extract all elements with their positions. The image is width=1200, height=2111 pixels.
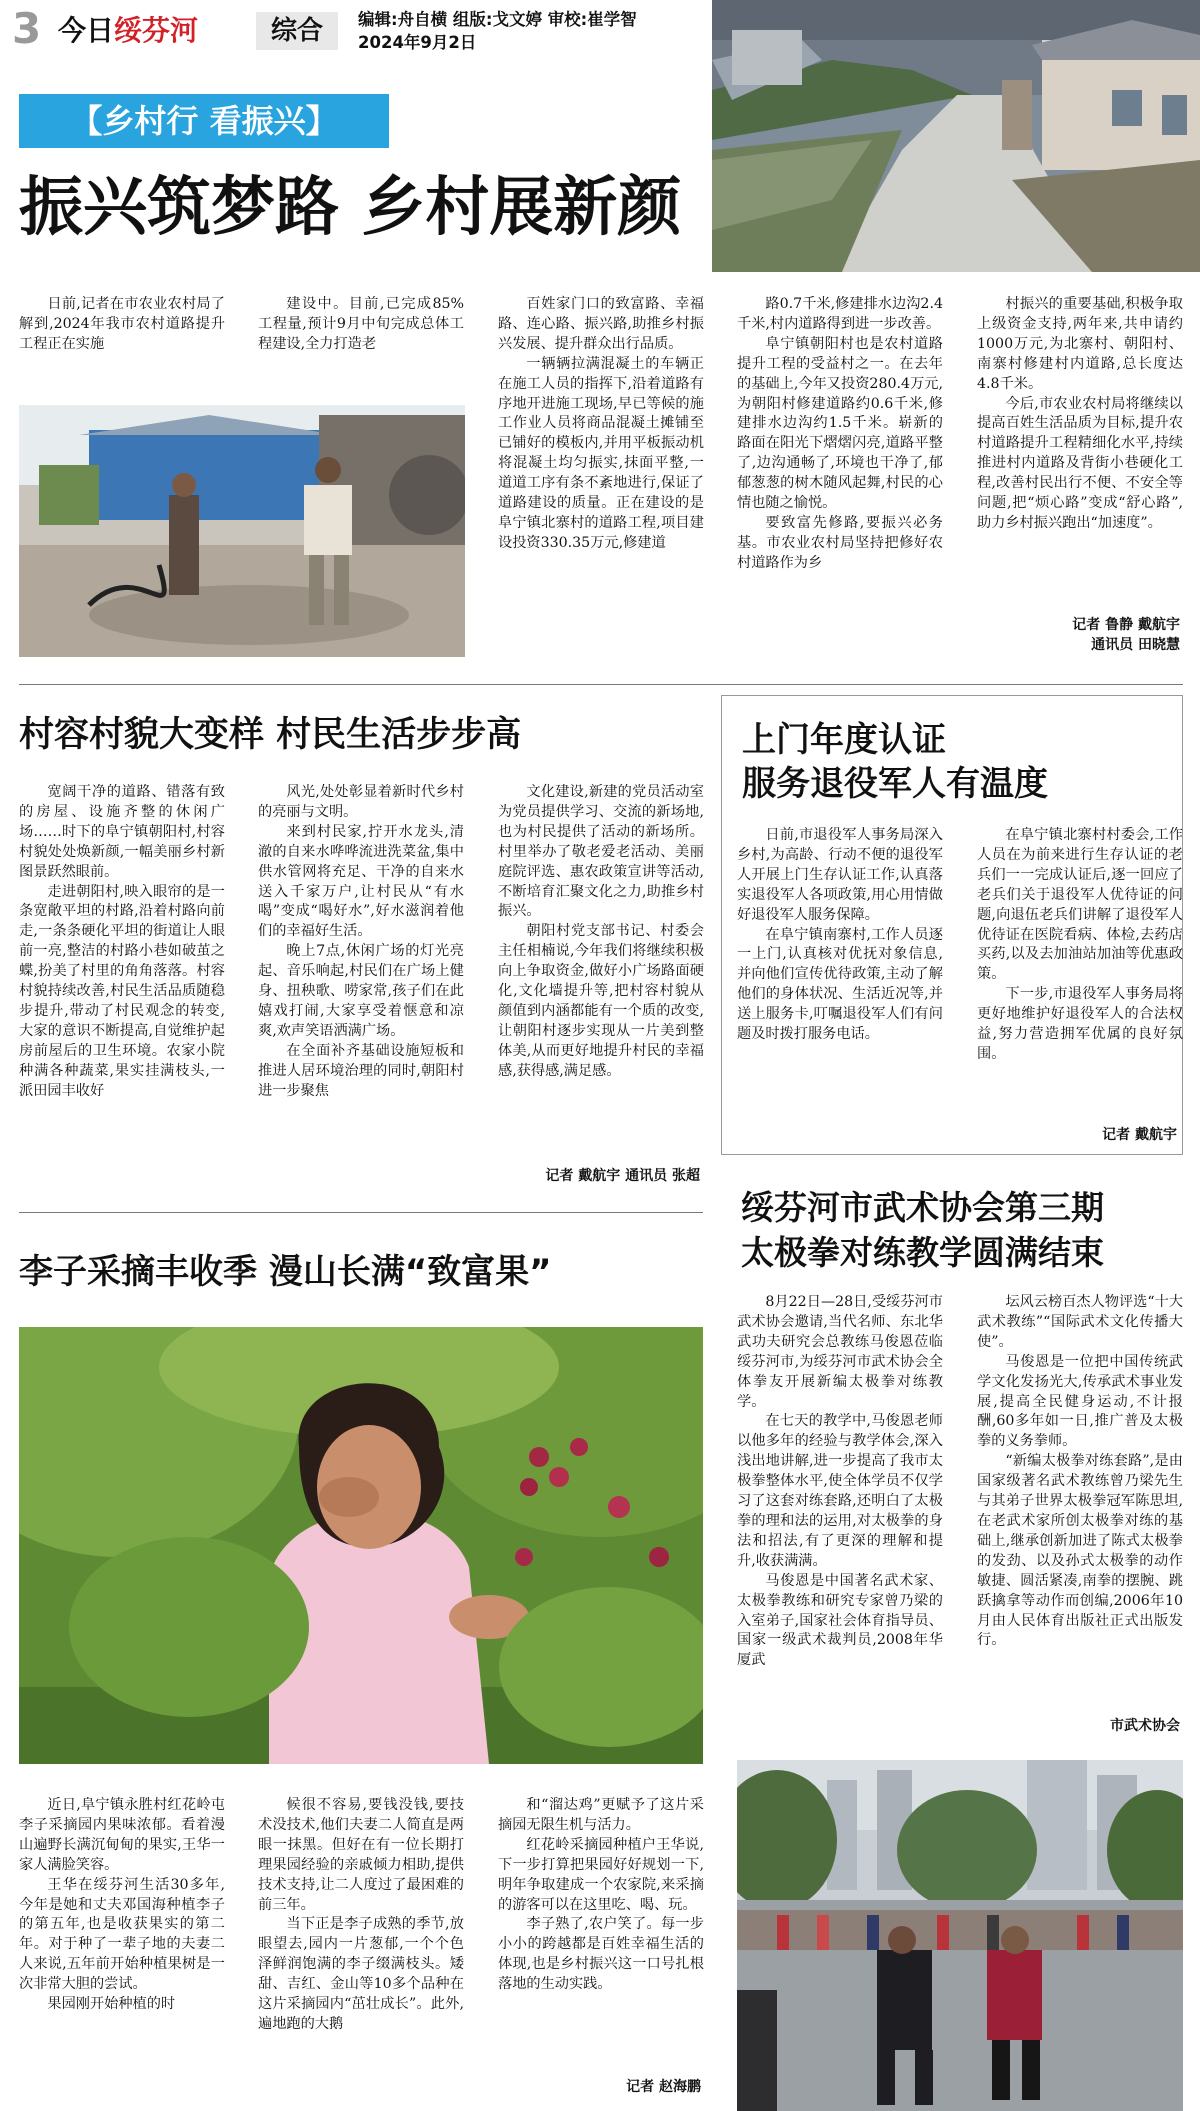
a2-col1 xyxy=(19,783,225,1188)
a5-col2 xyxy=(258,1796,464,2096)
masthead-logo xyxy=(58,12,243,50)
a2-para: 来到村民家,拧开水龙头,清澈的自来水哗哗流进洗菜盆,集中供水管网将充足、干净的自来水送入千家万户,让村民从“有水喝”变成“喝好水”,好水滋润着他们的幸福好生活。 xyxy=(258,823,464,940)
divider xyxy=(19,684,1183,685)
taichi-practice-photo xyxy=(737,1760,1183,2111)
a5-para: 近日,阜宁镇永胜村红花岭屯李子采摘园内果味浓郁。看着漫山遍野长满沉甸甸的果实,王华一家人满脸笑容。 xyxy=(19,1797,225,1873)
a1-para: 日前,记者在市农业农村局了解到,2024年我市农村道路提升工程正在实施 xyxy=(19,296,225,352)
a5-para: 红花岭采摘园种植户王华说,下一步打算把果园好好规划一下,明年争取建成一个农家院,来采摘的游客可以在这里吃、喝、玩。 xyxy=(498,1836,704,1913)
a4-para: “新编太极拳对练套路”,是由国家级著名武术教练曾乃梁先生与其弟子世界太极拳冠军陈思坦,在老武术家所创太极拳对练的基础上,继承创新加进了陈式太极拳的发劲、以及孙式太极拳的动作敏捷、圆活紧凑,南拳的摆腕、跳跃擒拿等动作而创编,2006年10月由人民体育出版社正式出版发行。 xyxy=(977,1453,1183,1649)
a3-byline: 记者 戴航宇 xyxy=(1102,1127,1177,1143)
a3-para: 在阜宁镇北寨村村委会,工作人员在为前来进行生存认证的老兵们一一完成认证后,逐一回应了老兵们关于退役军人优待证的问题,向退伍老兵们讲解了退役军人优待证在医院看病、体检,去药店买药,以及去加油站加油等优惠政策。 xyxy=(977,827,1183,983)
a3-col2 xyxy=(977,826,1183,1126)
a4-col2 xyxy=(977,1293,1183,1713)
a4-para: 坛风云榜百杰人物评选“十大武术教练”“国际武术文化传播大使”。 xyxy=(977,1294,1183,1350)
headline-taichi-line1: 绥芬河市武术协会第三期 xyxy=(741,1188,1104,1227)
a1-byline xyxy=(977,615,1180,655)
a1-para: 要致富先修路,要振兴必务基。市农业农村局坚持把修好农村道路作为乡 xyxy=(737,514,943,571)
a1-col1-top xyxy=(19,295,225,375)
a2-para: 风光,处处彰显着新时代乡村的亮丽与文明。 xyxy=(258,784,464,820)
a1-byline-correspondent: 通讯员 田晓慧 xyxy=(1091,637,1180,653)
a5-col3 xyxy=(498,1796,704,2076)
section-label: 综合 xyxy=(256,12,338,50)
a5-para: 当下正是李子成熟的季节,放眼望去,园内一片葱郁,一个个色泽鲜润饱满的李子缀满枝头。矮甜、吉红、金山等10多个品种在这片采摘园内“茁壮成长”。此外,遍地跑的大鹅 xyxy=(258,1916,464,2032)
a5-para: 李子熟了,农户笑了。每一步小小的跨越都是百姓幸福生活的体现,也是乡村振兴这一口号扎根落地的生动实践。 xyxy=(498,1916,704,1993)
divider xyxy=(19,1212,703,1213)
a3-para: 下一步,市退役军人事务局将更好地维护好退役军人的合法权益,努力营造拥军优属的良好氛围。 xyxy=(977,986,1183,1062)
a1-para: 今后,市农业农村局将继续以提高百姓生活品质为目标,提升农村道路提升工程精细化水平,持续推进村内道路及背街小巷硬化工程,改善村民出行不便、不安全等问题,把“烦心路”变成“舒心路”,助力乡村振兴跑出“加速度”。 xyxy=(977,395,1183,531)
a2-col3 xyxy=(498,783,704,1167)
a1-para: 阜宁镇朝阳村也是农村道路提升工程的受益村之一。在去年的基础上,今年又投资280.4万元,为朝阳村修建道路约0.6千米,修建排水边沟约1.5千米。崭新的路面在阳光下熠熠闪亮,道路平整了,边沟通畅了,环境也干净了,郁郁葱葱的树木随风起舞,村民的心情也随之愉悦。 xyxy=(737,335,943,512)
road-construction-photo xyxy=(19,405,465,657)
headline-taichi xyxy=(741,1185,1186,1275)
a1-para: 百姓家门口的致富路、幸福路、连心路、振兴路,助推乡村振兴发展、提升群众出行品质。 xyxy=(498,296,704,352)
a1-byline-reporters: 记者 鲁静 戴航宇 xyxy=(1072,617,1180,633)
a4-para: 马俊恩是一位把中国传统武学文化发扬光大,传承武术事业发展,提高全民健身运动,不计报酬,60多年如一日,推广普及太极拳的义务拳师。 xyxy=(977,1353,1183,1450)
headline-veterans xyxy=(742,718,1172,806)
a2-para: 朝阳村党支部书记、村委会主任相楠说,今年我们将继续积极向上争取资金,做好小广场路面硬化,文化墙提升等,把村容村貌从颜值到内涵都能有一个质的改变,让朝阳村逐步实现从一片美到整体美,从而更好地提升村民的幸福感,获得感,满足感。 xyxy=(498,923,704,1079)
headline-plum: 李子采摘丰收季 漫山长满“致富果” xyxy=(19,1252,552,1292)
a2-col2 xyxy=(258,783,464,1188)
headline-veterans-line2: 服务退役军人有温度 xyxy=(742,764,1048,804)
headline-taichi-line2: 太极拳对练教学圆满结束 xyxy=(741,1233,1104,1272)
a5-para: 候很不容易,要钱没钱,要技术没技术,他们夫妻二人简直是两眼一抹黑。但好在有一位长期打理果园经验的亲戚倾力相助,提供技术支持,让二人度过了最困难的前三年。 xyxy=(258,1797,464,1913)
series-tag: 【乡村行 看振兴】 xyxy=(19,94,389,148)
a3-col1 xyxy=(737,826,943,1146)
a2-para: 文化建设,新建的党员活动室为党员提供学习、交流的新场地,也为村民提供了活动的新场所。村里举办了敬老爱老活动、美丽庭院评选、惠农政策宣讲等活动,不断培育汇聚文化之力,助推乡村振兴。 xyxy=(498,784,704,920)
headline-veterans-line1: 上门年度认证 xyxy=(742,720,946,760)
a1-col4 xyxy=(737,295,943,660)
a5-byline: 记者 赵海鹏 xyxy=(626,2079,701,2095)
headline-village: 村容村貌大变样 村民生活步步高 xyxy=(19,715,522,755)
a5-para: 王华在绥芬河生活30多年,今年是她和丈夫邓国海种植李子的第五年,也是收获果实的第二年。对于种了一辈子地的夫妻二人来说,五年前开始种植果树是一次非常大胆的尝试。 xyxy=(19,1876,225,1993)
a4-byline: 市武术协会 xyxy=(1110,1718,1180,1734)
a2-para: 宽阔干净的道路、错落有致的房屋、设施齐整的休闲广场……时下的阜宁镇朝阳村,村容村貌处处焕新颜,一幅美丽乡村新图景跃然眼前。 xyxy=(19,784,225,880)
a1-para: 一辆辆拉满混凝土的车辆正在施工人员的指挥下,沿着道路有序地开进施工现场,早已等候的施工作业人员将商品混凝土摊铺至已铺好的模板内,并用平板振动机将混凝土均匀振实,抹面平整,一道道工序有条不紊地进行,保证了道路建设的质量。正在建设的是阜宁镇北寨村的道路工程,项目建设投资330.35万元,修建道 xyxy=(498,355,704,551)
a5-para: 果园刚开始种植的时 xyxy=(47,1996,176,2013)
a4-col1 xyxy=(737,1293,943,1738)
credits-line: 编辑:舟自横 组版:戈文婷 审校:崔学智 xyxy=(358,10,637,29)
a5-col1 xyxy=(19,1796,225,2096)
a3-para: 在阜宁镇南寨村,工作人员逐一上门,认真核对优抚对象信息,并向他们宣传优待政策,主动了解他们的身体状况、生活近况等,并送上服务卡,叮嘱退役军人们有问题及时拨打服务电话。 xyxy=(737,926,943,1043)
headline-main: 振兴筑梦路 乡村展新颜 xyxy=(19,171,682,245)
a1-para: 路0.7千米,修建排水边沟2.4千米,村内道路得到进一步改善。 xyxy=(737,296,943,332)
a1-col5 xyxy=(977,295,1183,613)
issue-date: 2024年9月2日 xyxy=(358,33,477,52)
a3-para: 日前,市退役军人事务局深入乡村,为高龄、行动不便的退役军人开展上门生存认证工作,认真落实退役军人各项政策,用心用情做好退役军人服务保障。 xyxy=(737,827,943,923)
a2-para: 晚上7点,休闲广场的灯光亮起、音乐响起,村民们在广场上健身、扭秧歌、唠家常,孩子们在此嬉戏打闹,大家享受着惬意和凉爽,欢声笑语洒满广场。 xyxy=(258,943,464,1039)
logo-text-b: 绥芬河 xyxy=(114,14,199,47)
a5-para: 和“溜达鸡”更赋予了这片采摘园无限生机与活力。 xyxy=(498,1797,704,1833)
a1-para: 建设中。目前,已完成85%工程量,预计9月中旬完成总体工程建设,全力打造老 xyxy=(258,296,464,352)
a2-byline: 记者 戴航宇 通讯员 张超 xyxy=(545,1168,700,1184)
a2-para: 走进朝阳村,映入眼帘的是一条宽敞平坦的村路,沿着村路向前走,一条条硬化平坦的街道让人眼前一亮,整洁的村路小巷如破茧之蝶,扮美了村里的角角落落。村容村貌持续改善,村民生活品质随稳步提升,带动了村民观念的转变,大家的意识不断提高,自觉维护起房前屋后的卫生环境。农家小院种满各种蔬菜,果实挂满枝头,一派田园丰收好 xyxy=(19,883,225,1099)
a2-para: 在全面补齐基础设施短板和推进人居环境治理的同时,朝阳村进一步聚焦 xyxy=(258,1042,464,1099)
a4-para: 8月22日—28日,受绥芬河市武术协会邀请,当代名师、东北华武功夫研究会总教练马俊恩莅临绥芬河市,为绥芬河市武术协会全体拳友开展新编太极拳对练教学。 xyxy=(737,1294,943,1410)
a1-col2 xyxy=(258,295,464,375)
page-number: 3 xyxy=(12,4,42,53)
a1-para: 村振兴的重要基础,积极争取上级资金支持,两年来,共申请约1000万元,为北寨村、朝阳村、南寨村修建村内道路,总长度达4.8千米。 xyxy=(977,296,1183,392)
a4-para: 在七天的教学中,马俊恩老师以他多年的经验与教学体会,深入浅出地讲解,进一步提高了我市太极拳整体水平,使全体学员不仅学习了这套对练套路,还明白了太极拳的理和法的运用,对太极拳的身法和招法,有了更深的理解和提升,收获满满。 xyxy=(737,1413,943,1569)
plum-picking-photo xyxy=(19,1327,703,1764)
a1-col3 xyxy=(498,295,704,660)
a4-para: 马俊恩是中国著名武术家、太极拳教练和研究专家曾乃梁的入室弟子,国家社会体育指导员、国家一级武术裁判员,2008年华厦武 xyxy=(737,1572,943,1669)
logo-text-a: 今日 xyxy=(58,14,115,47)
